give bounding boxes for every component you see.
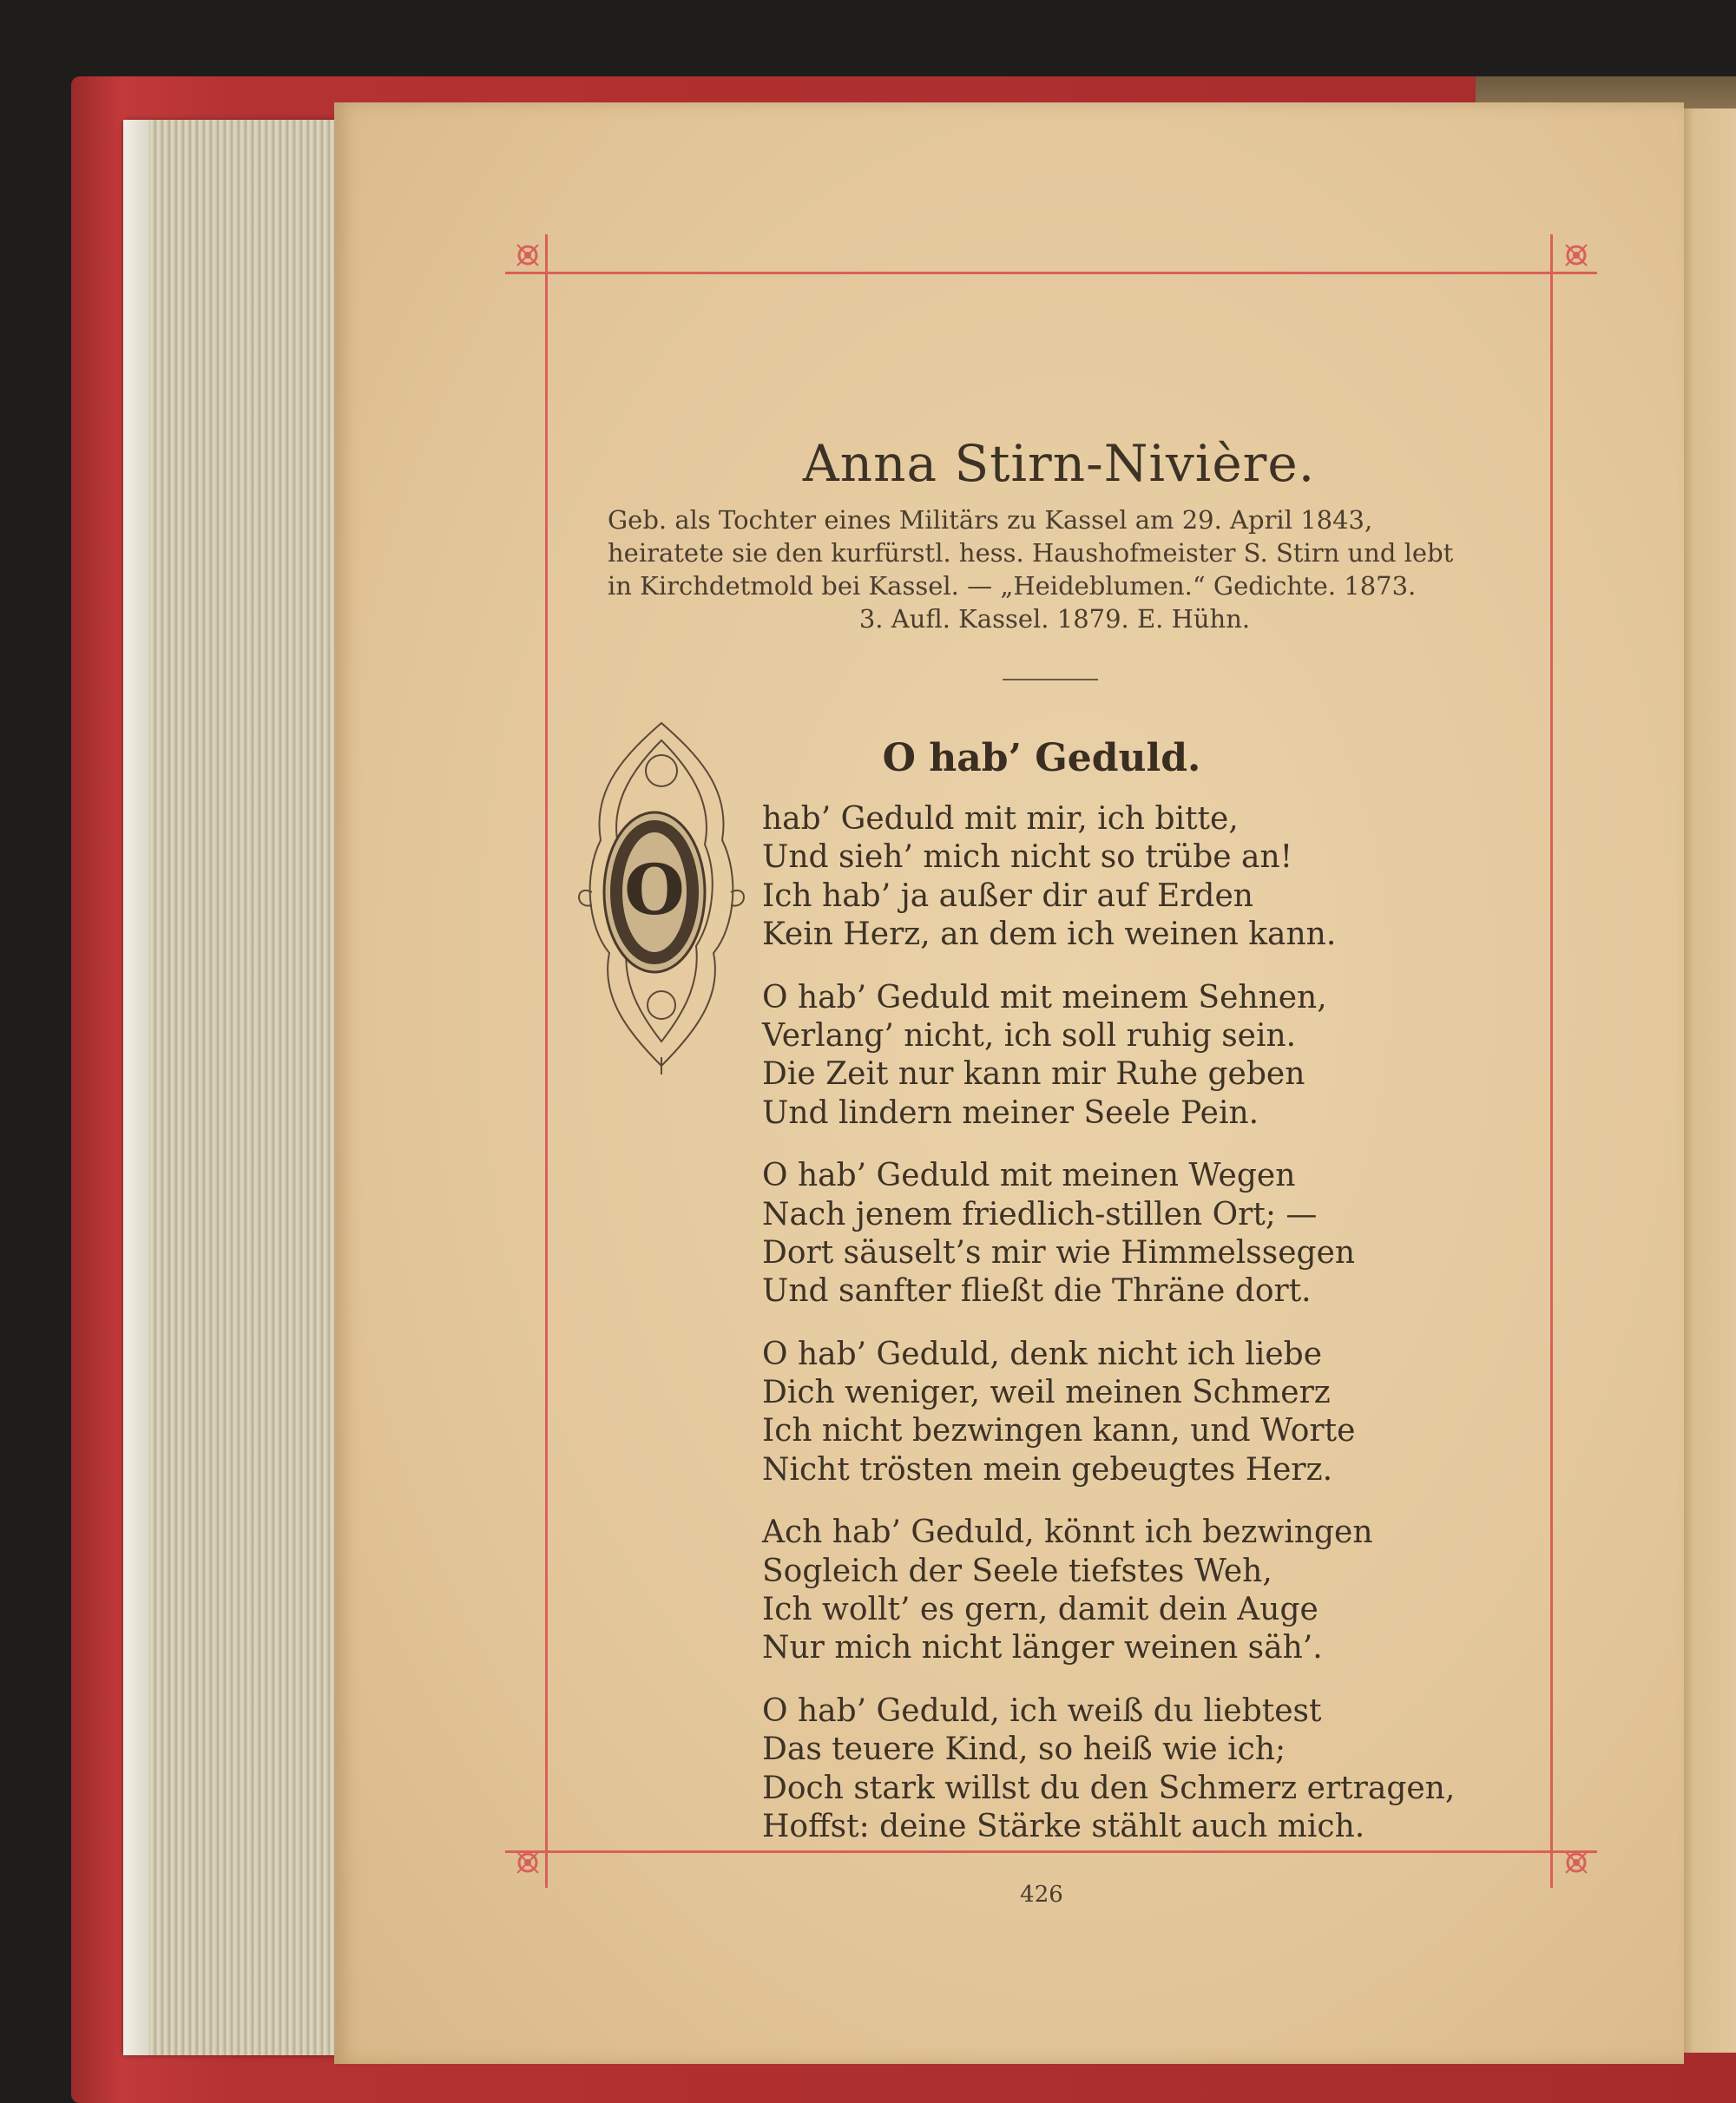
author-name: Anna Stirn-Nivière. xyxy=(802,434,1316,493)
corner-ornament-top-right xyxy=(1557,236,1595,274)
poem-line: Nicht trösten mein gebeugtes Herz. xyxy=(762,1451,1333,1488)
poem-line: Die Zeit nur kann mir Ruhe geben xyxy=(762,1056,1305,1093)
poem-line: Ich wollt’ es gern, damit dein Auge xyxy=(762,1592,1318,1628)
poem-line: Und lindern meiner Seele Pein. xyxy=(762,1094,1259,1131)
bio-line: Geb. als Tochter eines Militärs zu Kassel am 29. April 1843, xyxy=(608,505,1373,535)
poem-line: Dich weniger, weil meinen Schmerz xyxy=(762,1375,1331,1411)
facing-page-edge xyxy=(1680,108,1736,2053)
page-edges xyxy=(123,120,340,2055)
bio-line: in Kirchdetmold bei Kassel. — „Heideblumen.“ Gedichte. 1873. xyxy=(608,571,1417,601)
poem-line: O hab’ Geduld, denk nicht ich liebe xyxy=(762,1336,1323,1372)
poem-line: Nur mich nicht länger weinen säh’. xyxy=(762,1630,1323,1666)
poem-line: Hoffst: deine Stärke stählt auch mich. xyxy=(762,1808,1365,1844)
poem-line: Ach hab’ Geduld, könnt ich bezwingen xyxy=(762,1515,1373,1551)
stanza xyxy=(762,800,1457,955)
bio-line: 3. Aufl. Kassel. 1879. E. Hühn. xyxy=(858,604,1251,634)
poem-line: Das teuere Kind, so heiß wie ich; xyxy=(762,1732,1286,1768)
frame-top xyxy=(505,272,1597,274)
stanza xyxy=(762,1692,1457,1847)
poem-line: Nach jenem friedlich-stillen Ort; — xyxy=(762,1196,1318,1232)
corner-ornament-bottom-left xyxy=(509,1843,547,1882)
frame-right xyxy=(1550,234,1553,1888)
bio-line: heiratete sie den kurfürstl. hess. Haushofmeister S. Stirn und lebt xyxy=(608,538,1454,568)
poem-line: Doch stark willst du den Schmerz ertragen, xyxy=(762,1770,1456,1806)
poem-line: Kein Herz, an dem ich weinen kann. xyxy=(762,917,1337,953)
poem-line: O hab’ Geduld mit meinen Wegen xyxy=(762,1158,1296,1194)
page-edge-highlight xyxy=(123,120,149,2055)
page-number: 426 xyxy=(1020,1882,1063,1908)
poem-line: Sogleich der Seele tiefstes Weh, xyxy=(762,1553,1272,1589)
poem-line: Und sieh’ mich nicht so trübe an! xyxy=(762,839,1293,876)
poem-title: O hab’ Geduld. xyxy=(882,736,1201,780)
section-divider xyxy=(1003,679,1098,680)
poem-line: Verlang’ nicht, ich soll ruhig sein. xyxy=(762,1017,1297,1054)
stanza xyxy=(762,1157,1457,1311)
corner-ornament-bottom-right xyxy=(1557,1843,1595,1882)
poem-line: Dort säuselt’s mir wie Himmelssegen xyxy=(762,1234,1356,1271)
frame-bottom xyxy=(505,1850,1597,1853)
corner-ornament-top-left xyxy=(509,236,547,274)
stanza xyxy=(762,1514,1457,1668)
initial-letter: O xyxy=(624,849,685,930)
poem-line: O hab’ Geduld mit meinem Sehnen, xyxy=(762,979,1327,1015)
poem-body xyxy=(762,800,1457,1846)
frame-left xyxy=(545,234,548,1888)
author-bio xyxy=(608,503,1502,635)
poem-line: Ich nicht bezwingen kann, und Worte xyxy=(762,1413,1356,1449)
poem-line: Ich hab’ ja außer dir auf Erden xyxy=(762,877,1253,914)
poem-line: hab’ Geduld mit mir, ich bitte, xyxy=(762,801,1239,837)
poem-line: Und sanfter fließt die Thräne dort. xyxy=(762,1273,1312,1310)
stanza xyxy=(762,1336,1457,1490)
decorated-initial xyxy=(575,719,748,1076)
stanza xyxy=(762,979,1457,1134)
poem-line: O hab’ Geduld, ich weiß du liebtest xyxy=(762,1692,1322,1729)
